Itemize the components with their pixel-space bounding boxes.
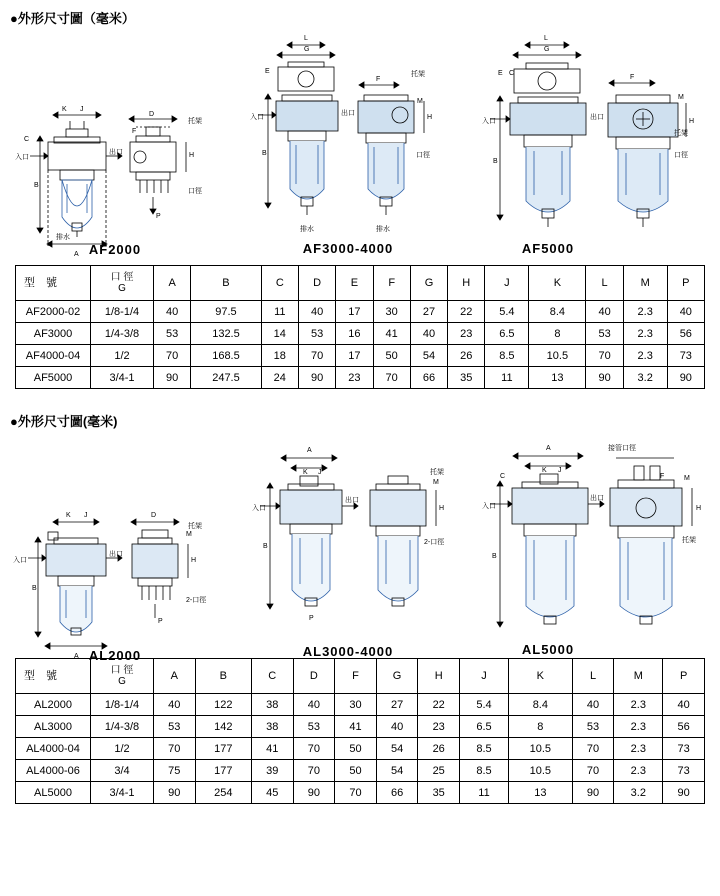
table-row	[16, 367, 705, 389]
cell-p: 73	[663, 738, 705, 760]
cell-j: 8.5	[485, 345, 529, 367]
cell-a: 70	[154, 738, 196, 760]
svg-text:A: A	[74, 653, 79, 660]
cell-p: 56	[667, 323, 704, 345]
table-row	[16, 782, 705, 804]
header-model	[16, 266, 91, 301]
cell-m: 2.3	[614, 694, 663, 716]
cell-k: 13	[508, 782, 572, 804]
svg-text:B: B	[32, 585, 37, 592]
cell-a: 70	[154, 345, 191, 367]
cell-j: 11	[485, 367, 529, 389]
cell-j: 8.5	[460, 760, 509, 782]
cell-d: 40	[293, 694, 335, 716]
header-c: C	[261, 266, 298, 301]
cell-g: 40	[376, 716, 418, 738]
svg-text:C: C	[500, 473, 506, 480]
cell-bore: 1/4-3/8	[91, 716, 154, 738]
svg-text:K: K	[62, 106, 67, 113]
cell-model: AL4000-04	[16, 738, 91, 760]
header-b: B	[195, 659, 251, 694]
header-m: M	[623, 266, 667, 301]
cell-g: 54	[410, 345, 447, 367]
cell-c: 24	[261, 367, 298, 389]
cell-model: AF3000	[16, 323, 91, 345]
cell-k: 8	[529, 323, 586, 345]
al-drawings-row	[0, 430, 720, 663]
figure-af3000-4000	[248, 29, 448, 257]
cell-m: 3.2	[614, 782, 663, 804]
cell-h: 35	[448, 367, 485, 389]
svg-text:J: J	[318, 469, 322, 476]
cell-b: 177	[195, 738, 251, 760]
svg-text:H: H	[427, 114, 433, 121]
svg-text:出口: 出口	[109, 149, 123, 156]
svg-text:E: E	[265, 68, 270, 75]
cell-g: 40	[410, 323, 447, 345]
cell-f: 41	[373, 323, 410, 345]
header-bore	[91, 266, 154, 301]
figure-al2000	[10, 444, 220, 664]
cell-h: 22	[418, 694, 460, 716]
section-al	[0, 403, 720, 804]
svg-text:P: P	[156, 213, 161, 220]
header-p: P	[667, 266, 704, 301]
cell-b: 247.5	[191, 367, 261, 389]
svg-text:入口: 入口	[482, 503, 496, 510]
header-m: M	[614, 659, 663, 694]
svg-text:F: F	[132, 128, 137, 135]
cell-a: 53	[154, 716, 196, 738]
svg-text:托架: 托架	[188, 523, 202, 530]
svg-text:口徑: 口徑	[188, 188, 202, 195]
cell-p: 90	[663, 782, 705, 804]
cell-model: AF4000-04	[16, 345, 91, 367]
cell-c: 41	[251, 738, 293, 760]
svg-text:F: F	[376, 76, 381, 83]
cell-g: 54	[376, 760, 418, 782]
cell-d: 53	[298, 323, 335, 345]
cell-d: 53	[293, 716, 335, 738]
header-f: F	[335, 659, 377, 694]
cell-f: 30	[335, 694, 377, 716]
svg-text:接管口徑: 接管口徑	[608, 445, 636, 452]
cell-a: 40	[154, 694, 196, 716]
cell-j: 11	[460, 782, 509, 804]
cell-h: 23	[418, 716, 460, 738]
cell-f: 50	[373, 345, 410, 367]
header-f: F	[373, 266, 410, 301]
header-g: G	[376, 659, 418, 694]
cell-g: 66	[410, 367, 447, 389]
figure-af5000	[478, 29, 708, 257]
cell-d: 70	[293, 738, 335, 760]
svg-text:M: M	[433, 479, 439, 486]
svg-text:托架: 托架	[682, 537, 696, 544]
header-model-label: 型 號	[24, 670, 57, 682]
cell-bore: 3/4-1	[91, 782, 154, 804]
cell-b: 142	[195, 716, 251, 738]
cell-bore: 1/8-1/4	[91, 694, 154, 716]
cell-e: 23	[336, 367, 373, 389]
svg-text:出口: 出口	[590, 114, 604, 121]
cell-c: 14	[261, 323, 298, 345]
cell-model: AF2000-02	[16, 301, 91, 323]
cell-f: 50	[335, 738, 377, 760]
figure-caption-al5000: AL5000	[521, 642, 575, 657]
cell-p: 40	[663, 694, 705, 716]
cell-e: 16	[336, 323, 373, 345]
cell-j: 5.4	[485, 301, 529, 323]
cell-model: AL5000	[16, 782, 91, 804]
cell-d: 70	[293, 760, 335, 782]
svg-text:出口: 出口	[590, 495, 604, 502]
svg-text:H: H	[689, 118, 695, 125]
table-row	[16, 345, 705, 367]
svg-text:K: K	[66, 512, 71, 519]
header-bore-top: 口 徑	[110, 271, 134, 283]
cell-m: 2.3	[614, 716, 663, 738]
svg-text:A: A	[74, 251, 79, 257]
svg-text:G: G	[544, 46, 550, 53]
cell-c: 45	[251, 782, 293, 804]
svg-text:M: M	[678, 94, 684, 101]
svg-text:出口: 出口	[341, 110, 355, 117]
svg-text:B: B	[34, 182, 39, 189]
svg-text:出口: 出口	[345, 497, 359, 504]
cell-c: 11	[261, 301, 298, 323]
figure-caption-al3000-4000: AL3000-4000	[302, 644, 394, 659]
header-d: D	[293, 659, 335, 694]
svg-text:K: K	[303, 469, 308, 476]
cell-d: 70	[298, 345, 335, 367]
cell-model: AF5000	[16, 367, 91, 389]
cell-model: AL2000	[16, 694, 91, 716]
cell-l: 90	[572, 782, 614, 804]
cell-bore: 1/4-3/8	[91, 323, 154, 345]
cell-bore: 1/2	[91, 738, 154, 760]
section-af	[0, 0, 720, 389]
svg-text:2-口徑: 2-口徑	[186, 597, 207, 604]
header-a: A	[154, 659, 196, 694]
svg-text:B: B	[262, 150, 267, 157]
cell-c: 38	[251, 716, 293, 738]
cell-j: 8.5	[460, 738, 509, 760]
cell-m: 2.3	[623, 345, 667, 367]
svg-text:P: P	[158, 618, 163, 625]
cell-p: 40	[667, 301, 704, 323]
svg-text:F: F	[630, 74, 635, 81]
cell-a: 40	[154, 301, 191, 323]
svg-text:M: M	[186, 531, 192, 538]
figure-caption-af2000: AF2000	[88, 242, 142, 257]
header-g: G	[410, 266, 447, 301]
cell-g: 27	[376, 694, 418, 716]
svg-text:B: B	[492, 553, 497, 560]
cell-p: 73	[667, 345, 704, 367]
cell-g: 54	[376, 738, 418, 760]
table-row	[16, 716, 705, 738]
figure-al3000-4000	[248, 432, 448, 660]
cell-d: 90	[298, 367, 335, 389]
af-drawings-row	[0, 27, 720, 257]
cell-m: 2.3	[614, 760, 663, 782]
svg-text:B: B	[493, 158, 498, 165]
svg-text:排水: 排水	[376, 226, 390, 233]
cell-e: 17	[336, 301, 373, 323]
cell-d: 90	[293, 782, 335, 804]
cell-l: 40	[572, 694, 614, 716]
cell-model: AL3000	[16, 716, 91, 738]
svg-text:托架: 托架	[674, 130, 688, 137]
cell-b: 168.5	[191, 345, 261, 367]
header-c: C	[251, 659, 293, 694]
header-l: L	[572, 659, 614, 694]
cell-g: 27	[410, 301, 447, 323]
cell-k: 8	[508, 716, 572, 738]
cell-h: 35	[418, 782, 460, 804]
cell-l: 53	[586, 323, 623, 345]
header-d: D	[298, 266, 335, 301]
svg-text:入口: 入口	[250, 114, 264, 121]
header-bore-bottom: G	[118, 676, 126, 687]
cell-c: 39	[251, 760, 293, 782]
cell-m: 2.3	[614, 738, 663, 760]
svg-text:M: M	[417, 98, 423, 105]
cell-j: 5.4	[460, 694, 509, 716]
header-bore-bottom: G	[118, 283, 126, 294]
cell-m: 2.3	[623, 301, 667, 323]
header-p: P	[663, 659, 705, 694]
cell-k: 10.5	[529, 345, 586, 367]
table-row	[16, 323, 705, 345]
header-k: K	[508, 659, 572, 694]
cell-a: 90	[154, 367, 191, 389]
figure-al5000	[478, 430, 708, 660]
cell-l: 70	[572, 738, 614, 760]
header-a: A	[154, 266, 191, 301]
cell-a: 90	[154, 782, 196, 804]
svg-text:D: D	[149, 111, 155, 118]
svg-text:托架: 托架	[411, 71, 425, 78]
cell-e: 17	[336, 345, 373, 367]
cell-h: 22	[448, 301, 485, 323]
svg-text:J: J	[80, 106, 84, 113]
cell-f: 50	[335, 760, 377, 782]
header-l: L	[586, 266, 623, 301]
header-h: H	[418, 659, 460, 694]
svg-text:A: A	[546, 445, 551, 452]
cell-d: 40	[298, 301, 335, 323]
cell-j: 6.5	[460, 716, 509, 738]
table-row	[16, 760, 705, 782]
cell-bore: 3/4	[91, 760, 154, 782]
svg-text:排水: 排水	[56, 234, 70, 241]
header-j: J	[485, 266, 529, 301]
cell-m: 2.3	[623, 323, 667, 345]
cell-l: 90	[586, 367, 623, 389]
svg-text:B: B	[263, 543, 268, 550]
af-spec-table	[15, 265, 705, 389]
header-model-label: 型 號	[24, 277, 57, 289]
svg-text:G: G	[304, 46, 310, 53]
figure-caption-af5000: AF5000	[521, 241, 575, 256]
cell-k: 8.4	[529, 301, 586, 323]
figure-caption-af3000-4000: AF3000-4000	[302, 241, 394, 256]
cell-b: 97.5	[191, 301, 261, 323]
cell-l: 40	[586, 301, 623, 323]
svg-text:H: H	[439, 505, 445, 512]
svg-text:2-口徑: 2-口徑	[424, 539, 445, 546]
cell-l: 53	[572, 716, 614, 738]
cell-c: 38	[251, 694, 293, 716]
cell-f: 41	[335, 716, 377, 738]
table-header-row	[16, 266, 705, 301]
cell-m: 3.2	[623, 367, 667, 389]
cell-l: 70	[572, 760, 614, 782]
svg-text:K: K	[542, 467, 547, 474]
svg-text:P: P	[309, 615, 314, 622]
cell-p: 56	[663, 716, 705, 738]
header-j: J	[460, 659, 509, 694]
section-af-title: ●外形尺寸圖（毫米）	[10, 11, 135, 26]
cell-bore: 3/4-1	[91, 367, 154, 389]
cell-j: 6.5	[485, 323, 529, 345]
table-row	[16, 694, 705, 716]
cell-b: 122	[195, 694, 251, 716]
cell-p: 90	[667, 367, 704, 389]
cell-f: 70	[335, 782, 377, 804]
section-al-title: ●外形尺寸圖(毫米)	[10, 414, 118, 429]
header-b: B	[191, 266, 261, 301]
cell-c: 18	[261, 345, 298, 367]
svg-text:A: A	[307, 447, 312, 454]
cell-h: 26	[418, 738, 460, 760]
cell-model: AL4000-06	[16, 760, 91, 782]
svg-text:C: C	[509, 70, 515, 77]
cell-bore: 1/8-1/4	[91, 301, 154, 323]
cell-l: 70	[586, 345, 623, 367]
svg-text:C: C	[24, 136, 30, 143]
svg-text:入口: 入口	[252, 505, 266, 512]
cell-h: 26	[448, 345, 485, 367]
cell-p: 73	[663, 760, 705, 782]
cell-b: 132.5	[191, 323, 261, 345]
svg-text:H: H	[189, 152, 195, 159]
svg-text:口徑: 口徑	[416, 152, 430, 159]
svg-text:托架: 托架	[430, 469, 444, 476]
cell-bore: 1/2	[91, 345, 154, 367]
header-bore-top: 口 徑	[110, 664, 134, 676]
cell-h: 23	[448, 323, 485, 345]
cell-b: 254	[195, 782, 251, 804]
cell-k: 8.4	[508, 694, 572, 716]
cell-k: 13	[529, 367, 586, 389]
svg-text:托架: 托架	[188, 118, 202, 125]
svg-text:E: E	[498, 70, 503, 77]
svg-text:H: H	[696, 505, 702, 512]
al-spec-table	[15, 658, 705, 804]
svg-text:入口: 入口	[13, 557, 27, 564]
svg-text:口徑: 口徑	[674, 152, 688, 159]
table-row	[16, 301, 705, 323]
cell-g: 66	[376, 782, 418, 804]
table-row	[16, 738, 705, 760]
svg-text:J: J	[558, 467, 562, 474]
cell-b: 177	[195, 760, 251, 782]
svg-text:入口: 入口	[482, 118, 496, 125]
svg-text:入口: 入口	[15, 154, 29, 161]
header-e: E	[336, 266, 373, 301]
svg-text:L: L	[544, 35, 548, 42]
header-model	[16, 659, 91, 694]
svg-text:H: H	[191, 557, 197, 564]
svg-text:排水: 排水	[300, 226, 314, 233]
cell-k: 10.5	[508, 738, 572, 760]
svg-text:M: M	[684, 475, 690, 482]
svg-text:D: D	[151, 512, 157, 519]
cell-a: 53	[154, 323, 191, 345]
cell-f: 30	[373, 301, 410, 323]
svg-text:J: J	[84, 512, 88, 519]
svg-text:L: L	[304, 35, 308, 42]
svg-text:F: F	[660, 473, 665, 480]
cell-a: 75	[154, 760, 196, 782]
cell-f: 70	[373, 367, 410, 389]
figure-caption-al2000: AL2000	[88, 648, 142, 663]
figure-af2000	[10, 37, 220, 257]
header-h: H	[448, 266, 485, 301]
header-k: K	[529, 266, 586, 301]
svg-text:出口: 出口	[109, 551, 123, 558]
cell-k: 10.5	[508, 760, 572, 782]
cell-h: 25	[418, 760, 460, 782]
